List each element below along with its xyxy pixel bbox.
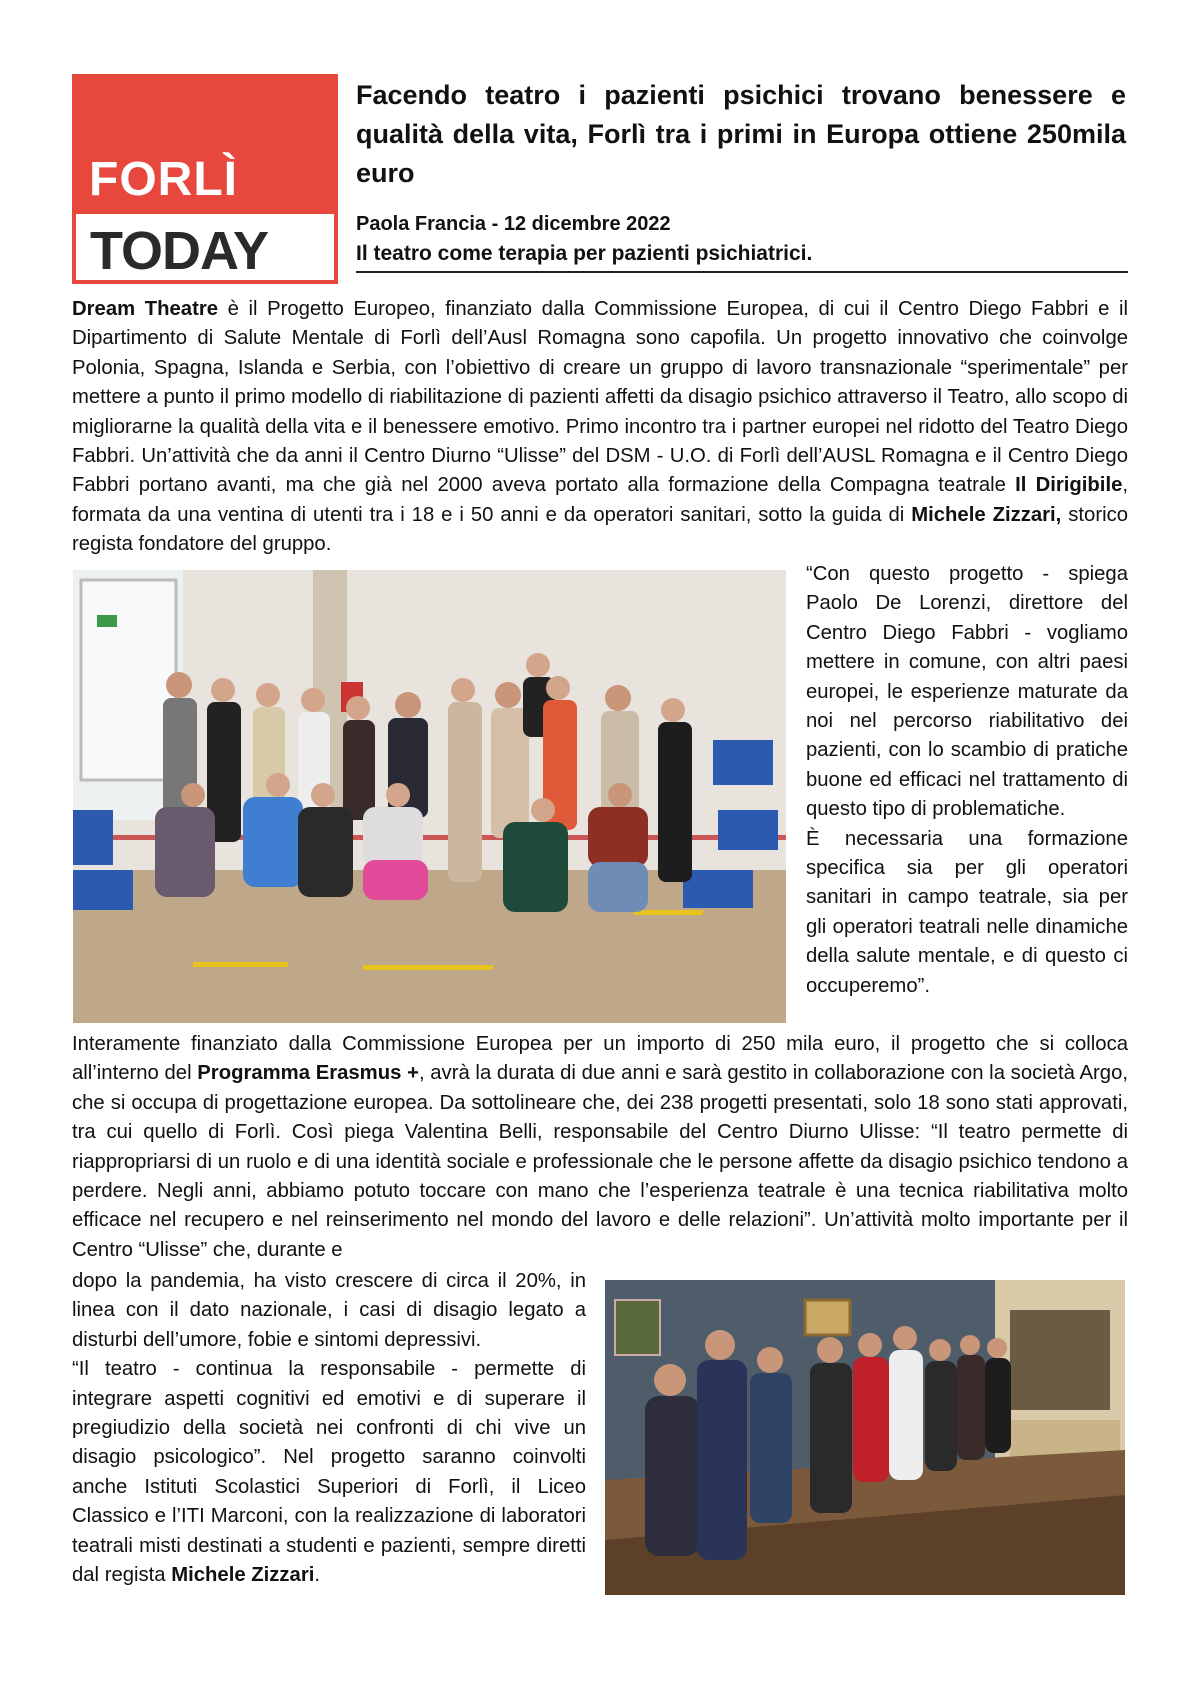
- text-run: Interamente finanziato dalla Commissione Europea per un importo di 250 mila euro, il progetto che si colloca all’interno del: [72, 1033, 1128, 1085]
- text-run: , avrà la durata di due anni e sarà gestito in collaborazione con la società Argo, che si occupa di progettazione europea. Da sottolineare che, dei 238 progetti presentati, solo 18 sono stati approvati, tra cui quello di Forlì. Così piega Valentina Belli, responsabile del Centro Diurno Ulisse: “Il teatro permette di riappropriarsi di un ruolo e di una identità sociale e professionale che le persone affette da disagio psichico tendono a perdere. Negli anni, abbiamo potuto toccare con mano che l’esperienza teatrale è una tecnica riabilitativa molto efficace nel recupero e nel reinserimento nel mondo del lavoro e delle relazioni”. Un’attività molto importante per il Centro “Ulisse” che, durante e: [72, 1062, 1128, 1261]
- bold-il-dirigibile: Il Dirigibile: [1015, 474, 1123, 497]
- paragraph-intro: [72, 295, 1128, 560]
- bold-michele-zizzari: Michele Zizzari: [171, 1564, 315, 1587]
- article-headline: Facendo teatro i pazienti psichici trovano benessere e qualità della vita, Forlì tra i primi in Europa ottiene 250mila euro: [356, 80, 1126, 188]
- bold-michele-zizzari: Michele Zizzari,: [911, 503, 1062, 526]
- text-run: “Il teatro - continua la responsabile - permette di integrare aspetti cognitivi ed emotivi e di superare il pregiudizio della società nei confronti di chi vive un disagio psicologico”. Nel progetto saranno coinvolti anche Istituti Scolastici Superiori di Forlì, il Liceo Classico e l’ITI Marconi, con la realizzazione di laboratori teatrali misti destinati a studenti e pazienti, sempre diretti dal regista: [72, 1358, 586, 1587]
- group-photo-illustration: [73, 570, 786, 1023]
- text-run: è il Progetto Europeo, finanziato dalla Commissione Europea, di cui il Centro Diego Fabbri e il Dipartimento di Salute Mentale di Forlì dell’Ausl Romagna sono capofila. Un progetto innovativo che coinvolge Polonia, Spagna, Islanda e Serbia, con l’obiettivo di creare un gruppo di lavoro transnazionale “sperimentale” per mettere a punto il primo modello di riabilitazione di pazienti affetti da disagio psichico attraverso il Teatro, allo scopo di migliorarne la qualità della vita e il benessere emotivo. Primo incontro tra i partner europei nel ridotto del Teatro Diego Fabbri. Un’attività che da anni il Centro Diurno “Ulisse” del DSM - U.O. di Forlì dell’AUSL Romagna e il Centro Diego Fabbri portano avanti, ma che già nel 2000 aveva portato alla formazione della Compagna teatrale: [72, 298, 1129, 497]
- bold-programma-erasmus: Programma Erasmus +: [197, 1062, 419, 1085]
- article-subtitle: Il teatro come terapia per pazienti psichiatrici.: [356, 242, 813, 265]
- stage-photo: [605, 1280, 1125, 1595]
- text-run: È necessaria una formazione specifica sia per gli operatori sanitari in campo teatrale, sia per gli operatori teatrali nelle dinamiche della salute mentale, e di questo ci occuperemo”.: [806, 827, 1128, 997]
- logo-forli-text: FORLÌ: [89, 153, 238, 206]
- text-run: , formata da una ventina di utenti tra i 18 e i 50 anni e da operatori sanitari, sotto la guida di: [72, 474, 1128, 526]
- bold-dream-theatre: Dream Theatre: [72, 298, 218, 320]
- article-byline: Paola Francia - 12 dicembre 2022: [356, 213, 671, 235]
- logo-today-text: TODAY: [90, 221, 269, 281]
- group-photo: [73, 570, 786, 1023]
- forli-today-logo: [72, 74, 338, 284]
- paragraph-quote-de-lorenzi: [806, 560, 1128, 1001]
- paragraph-erasmus: [72, 1030, 1128, 1265]
- stage-photo-illustration: [605, 1280, 1125, 1595]
- paragraph-pandemia: [72, 1267, 586, 1590]
- logo-today-box: [76, 214, 334, 280]
- text-run: dopo la pandemia, ha visto crescere di circa il 20%, in linea con il dato nazionale, i casi di disagio legato a disturbi dell’umore, fobie e sintomi depressivi.: [72, 1270, 586, 1351]
- text-run: “Con questo progetto - spiega Paolo De Lorenzi, direttore del Centro Diego Fabbri - vogliamo mettere in comune, con altri paesi europei, le esperienze maturate da noi nel percorso riabilitativo dei pazienti, con lo scambio di pratiche buone ed efficaci nel trattamento di questo tipo di problematiche.: [806, 563, 1128, 821]
- text-run: .: [314, 1564, 320, 1587]
- text-run: storico regista fondatore del gruppo.: [72, 503, 1129, 556]
- header-divider: [356, 271, 1128, 273]
